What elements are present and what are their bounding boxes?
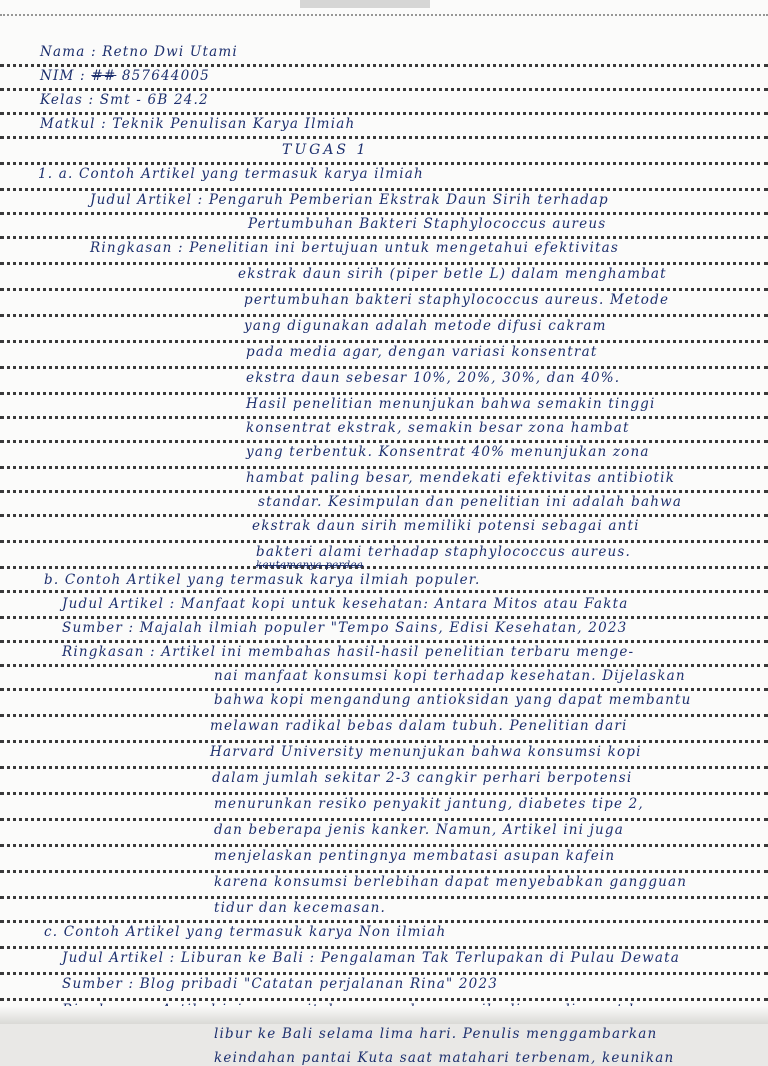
ruled-line [0, 88, 768, 91]
ruled-line [0, 514, 768, 517]
ruled-line [0, 792, 768, 795]
text-line: Sumber : Blog pribadi "Catatan perjalanan Rina" 2023 [62, 976, 499, 992]
ruled-line [0, 212, 768, 215]
text-line: hambat paling besar, mendekati efektivitas antibiotik [246, 470, 676, 486]
text-line: ekstra daun sebesar 10%, 20%, 30%, dan 40%. [246, 370, 621, 386]
text-line: standar. Kesimpulan dan penelitian ini adalah bahwa [258, 494, 683, 510]
page-bottom-edge [0, 1006, 768, 1024]
ruled-line [0, 162, 768, 165]
text-line: Hasil penelitian menunjukan bahwa semakin tinggi [246, 396, 656, 412]
text-line: pertumbuhan bakteri staphylococcus aureus. Metode [244, 292, 670, 308]
ruled-line [0, 616, 768, 619]
text-line: Pertumbuhan Bakteri Staphylococcus aureus [248, 216, 607, 232]
text-line: yang digunakan adalah metode difusi cakram [244, 318, 607, 334]
student-nim [40, 68, 210, 84]
text-line: Ringkasan : Artikel ini membahas hasil-hasil penelitian terbaru menge- [62, 644, 635, 660]
ruled-line [0, 714, 768, 717]
text-line: bahwa kopi mengandung antioksidan yang dapat membantu [214, 692, 692, 708]
ruled-line [0, 112, 768, 115]
ruled-line [0, 14, 768, 16]
ruled-line [0, 844, 768, 847]
ruled-line [0, 466, 768, 469]
ruled-line [0, 818, 768, 821]
section-b-heading: b. Contoh Artikel yang termasuk karya ilmiah populer. [44, 572, 481, 588]
ruled-line [0, 262, 768, 265]
text-line: Judul Artikel : Manfaat kopi untuk kesehatan: Antara Mitos atau Fakta [62, 596, 629, 612]
text-line: Judul Artikel : Liburan ke Bali : Pengalaman Tak Terlupakan di Pulau Dewata [62, 950, 681, 966]
ruled-line [0, 998, 768, 1001]
nim-value: 857644005 [116, 68, 210, 84]
ruled-line [0, 972, 768, 975]
ruled-line [0, 188, 768, 191]
ruled-line [0, 766, 768, 769]
ruled-line [0, 740, 768, 743]
ruled-line [0, 288, 768, 291]
ruled-line [0, 440, 768, 443]
text-line: tidur dan kecemasan. [214, 900, 387, 916]
text-line: ekstrak daun sirih (piper betle L) dalam menghambat [238, 266, 667, 282]
text-line: yang terbentuk. Konsentrat 40% menunjukan zona [246, 444, 650, 460]
text-line: dan beberapa jenis kanker. Namun, Artikel ini juga [214, 822, 625, 838]
nim-crossed-out: ## [91, 68, 117, 84]
text-line: menjelaskan pentingnya membatasi asupan kafein [214, 848, 616, 864]
text-line: dalam jumlah sekitar 2-3 cangkir perhari berpotensi [212, 770, 633, 786]
ruled-line [0, 640, 768, 643]
ruled-line [0, 392, 768, 395]
ruled-line [0, 314, 768, 317]
ruled-line [0, 136, 768, 139]
text-line: nai manfaat konsumsi kopi terhadap kesehatan. Dijelaskan [214, 668, 686, 684]
student-class: Kelas : Smt - 6B 24.2 [40, 92, 209, 108]
ruled-line [0, 870, 768, 873]
ruled-line [0, 896, 768, 899]
text-line: pada media agar, dengan variasi konsentrat [246, 344, 598, 360]
text-line: Ringkasan : Penelitian ini bertujuan untuk mengetahui efektivitas [90, 240, 619, 256]
assignment-title: TUGAS 1 [282, 142, 369, 158]
section-a-heading: 1. a. Contoh Artikel yang termasuk karya ilmiah [38, 166, 424, 182]
student-name: Nama : Retno Dwi Utami [40, 44, 238, 60]
text-line: keindahan pantai Kuta saat matahari terbenam, keunikan [214, 1050, 675, 1066]
ruled-line [0, 416, 768, 419]
ruled-line [0, 340, 768, 343]
ruled-line [0, 688, 768, 691]
text-line: konsentrat ekstrak, semakin besar zona hambat [246, 420, 630, 436]
ruled-line [0, 566, 768, 569]
text-line: Sumber : Majalah ilmiah populer "Tempo Sains, Edisi Kesehatan, 2023 [62, 620, 628, 636]
course-name: Matkul : Teknik Penulisan Karya Ilmiah [40, 116, 356, 132]
ruled-line [0, 920, 768, 923]
ruled-line [0, 490, 768, 493]
nim-label: NIM : [40, 68, 92, 84]
text-line: ekstrak daun sirih memiliki potensi sebagai anti [252, 518, 640, 534]
text-line: Harvard University menunjukan bahwa konsumsi kopi [210, 744, 642, 760]
ruled-line [0, 236, 768, 239]
ruled-line [0, 590, 768, 593]
ruled-line [0, 64, 768, 67]
ruled-line [0, 366, 768, 369]
text-line: karena konsumsi berlebihan dapat menyebabkan gangguan [214, 874, 688, 890]
text-line: menurunkan resiko penyakit jantung, diabetes tipe 2, [214, 796, 644, 812]
text-line: Judul Artikel : Pengaruh Pemberian Ekstrak Daun Sirih terhadap [90, 192, 609, 208]
section-c-heading: c. Contoh Artikel yang termasuk karya Non ilmiah [44, 924, 447, 940]
text-line: bakteri alami terhadap staphylococcus aureus. [256, 544, 632, 560]
text-line: melawan radikal bebas dalam tubuh. Penelitian dari [210, 718, 628, 734]
top-edge-mark [300, 0, 430, 8]
ruled-line [0, 540, 768, 543]
ruled-line [0, 664, 768, 667]
text-line: libur ke Bali selama lima hari. Penulis menggambarkan [214, 1026, 658, 1042]
crossed-out-note: keutamanya perdea [256, 560, 364, 571]
ruled-line [0, 946, 768, 949]
